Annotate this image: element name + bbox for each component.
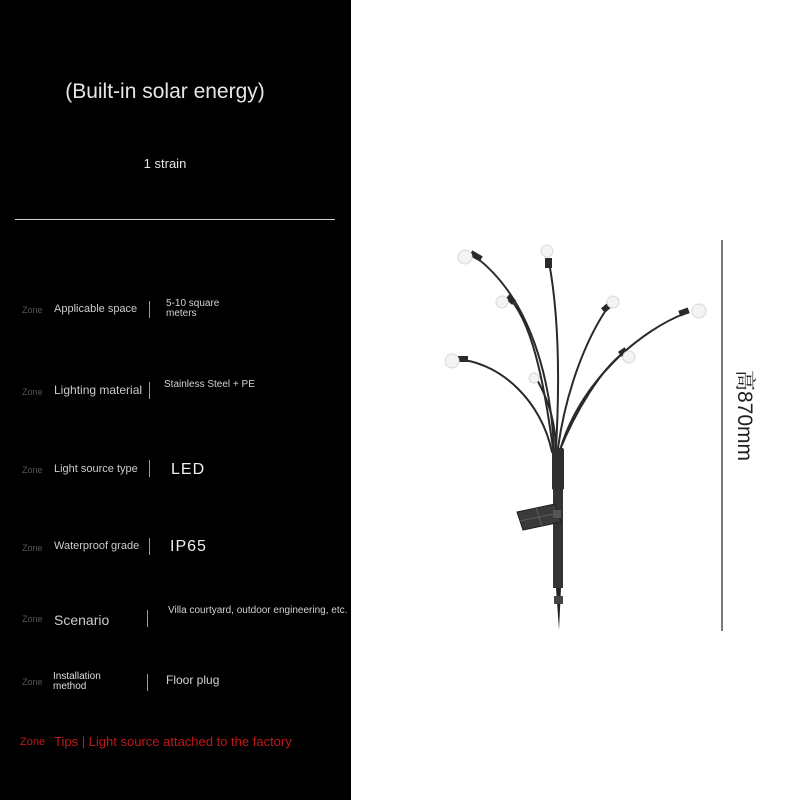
- page-title: (Built-in solar energy): [65, 80, 265, 103]
- bulb: [541, 245, 553, 257]
- zone-tag: Zone: [22, 305, 43, 315]
- separator: [149, 382, 150, 399]
- separator: [147, 674, 148, 691]
- tips-text: Tips | Light source attached to the factory: [54, 734, 292, 749]
- bulb: [623, 351, 635, 363]
- spec-panel: [0, 0, 351, 800]
- zone-tag: Zone: [22, 387, 43, 397]
- bulb: [529, 373, 539, 383]
- spec-row-waterproof: [0, 534, 351, 574]
- spec-label: Installation method: [53, 671, 101, 692]
- zone-tag: Zone: [22, 465, 43, 475]
- bulb: [458, 250, 472, 264]
- spec-label: Lighting material: [54, 383, 143, 397]
- separator: [149, 538, 150, 555]
- branch: [560, 313, 686, 450]
- separator: [147, 610, 148, 627]
- separator: [149, 460, 150, 477]
- zone-tag: Zone: [22, 677, 43, 687]
- spec-label: Scenario: [54, 612, 110, 628]
- divider: [15, 219, 335, 220]
- dimension-label: 高870mm: [733, 370, 756, 462]
- zone-tag: Zone: [22, 614, 43, 624]
- bulb: [692, 304, 706, 318]
- spec-label: Waterproof grade: [54, 540, 140, 552]
- branch: [559, 353, 623, 452]
- spec-value: LED: [171, 461, 206, 478]
- bulb: [445, 354, 459, 368]
- spec-row-scenario: [0, 604, 351, 644]
- spec-row-lighting-material: [0, 378, 351, 418]
- spec-row-applicable-space: [0, 296, 351, 336]
- spec-value: 5-10 square meters: [166, 298, 220, 319]
- spec-label: Applicable space: [54, 303, 138, 315]
- spec-label: Light source type: [54, 463, 138, 475]
- spec-value: Floor plug: [166, 673, 220, 687]
- bulb: [607, 296, 619, 308]
- spec-value: Stainless Steel + PE: [164, 379, 255, 390]
- spec-value: IP65: [170, 538, 207, 555]
- page-subtitle: 1 strain: [143, 156, 187, 171]
- bulb: [496, 296, 508, 308]
- tips-zone-tag: Zone: [20, 736, 46, 748]
- spec-row-light-source: [0, 456, 351, 496]
- separator: [149, 301, 150, 318]
- spec-value: Villa courtyard, outdoor engineering, etc.: [168, 605, 348, 616]
- ground-spike: [556, 588, 561, 630]
- branch: [463, 360, 552, 452]
- zone-tag: Zone: [22, 543, 43, 553]
- spec-row-installation: [0, 670, 351, 710]
- dimension-label-box: [733, 370, 767, 490]
